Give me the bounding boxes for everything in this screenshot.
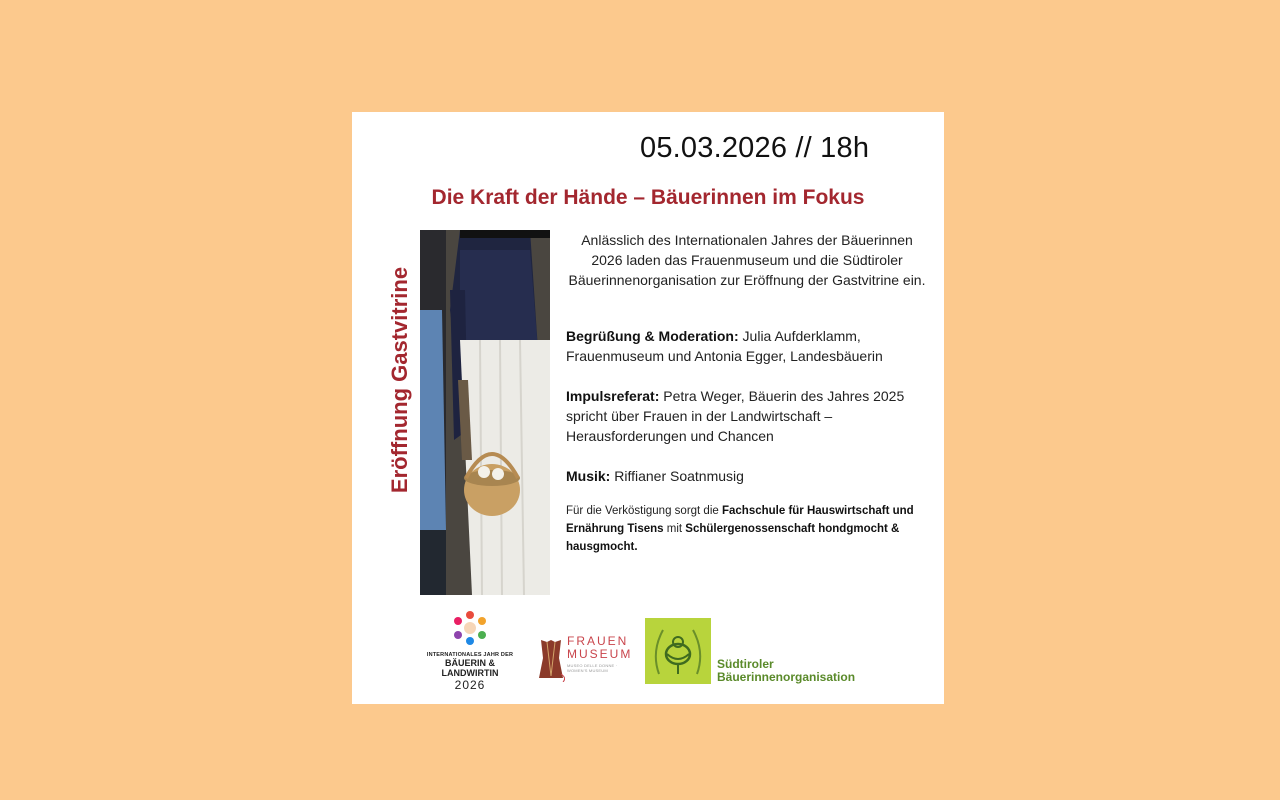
talk-text: Petra Weger, Bäuerin des Jahres 2025 spricht über Frauen in der Landwirtschaft – Herausforderungen und Chancen xyxy=(566,388,905,444)
corset-icon xyxy=(537,636,565,682)
catering-school: Fachschule für Hauswirtschaft und Ernährung Tisens xyxy=(566,505,914,535)
museum-tagline: MUSEO DELLE DONNE · WOMEN'S MUSEUM xyxy=(567,663,618,673)
event-intro: Anlässlich des Internationalen Jahres der Bäuerinnen 2026 laden das Frauenmuseum und die Südtiroler Bäuerinnenorganisation zur Eröffnung der Gastvitrine ein. xyxy=(568,232,926,288)
sbo-line2: Bäuerinnenorganisation xyxy=(717,670,856,684)
iyf-emblem-icon xyxy=(450,609,490,645)
catering-coop: Schülergenossenschaft hondgmocht & hausgmocht. xyxy=(566,523,900,553)
sbo-logo-text xyxy=(717,658,855,684)
catering-prefix: Für die Verköstigung sorgt die xyxy=(566,505,722,517)
event-title: Die Kraft der Hände – Bäuerinnen im Fokus xyxy=(431,186,865,209)
catering-note xyxy=(566,502,928,556)
greeting-section xyxy=(566,326,928,366)
museum-line1: FRAUEN xyxy=(567,634,629,648)
iyf-main-text: BÄUERIN & LANDWIRTIN xyxy=(441,658,499,678)
music-section xyxy=(566,466,928,486)
sbo-line1: Südtiroler xyxy=(717,657,774,671)
talk-label: Impulsreferat: xyxy=(566,388,660,404)
event-date-time: 05.03.2026 // 18h xyxy=(640,132,870,164)
catering-middle: mit xyxy=(663,523,686,535)
sbo-wreath-icon xyxy=(645,618,711,684)
frauenmuseum-logo xyxy=(537,632,637,688)
exhibit-photo xyxy=(420,230,550,595)
costume-photo-illustration xyxy=(420,230,550,595)
music-text: Riffianer Soatnmusig xyxy=(610,468,744,484)
iyf-2026-logo xyxy=(420,609,520,692)
talk-section xyxy=(566,386,928,446)
iyf-year: 2026 xyxy=(454,678,486,692)
greeting-label: Begrüßung & Moderation: xyxy=(566,328,739,344)
iyf-small-text: INTERNATIONALES JAHR DER xyxy=(426,652,514,658)
sbo-emblem xyxy=(645,618,711,684)
vertical-label: Eröffnung Gastvitrine xyxy=(387,266,412,494)
museum-line2: MUSEUM xyxy=(567,647,633,661)
greeting-text: Julia Aufderklamm, Frauenmuseum und Antonia Egger, Landesbäuerin xyxy=(566,328,883,364)
event-flyer xyxy=(352,112,944,704)
music-label: Musik: xyxy=(566,468,611,484)
